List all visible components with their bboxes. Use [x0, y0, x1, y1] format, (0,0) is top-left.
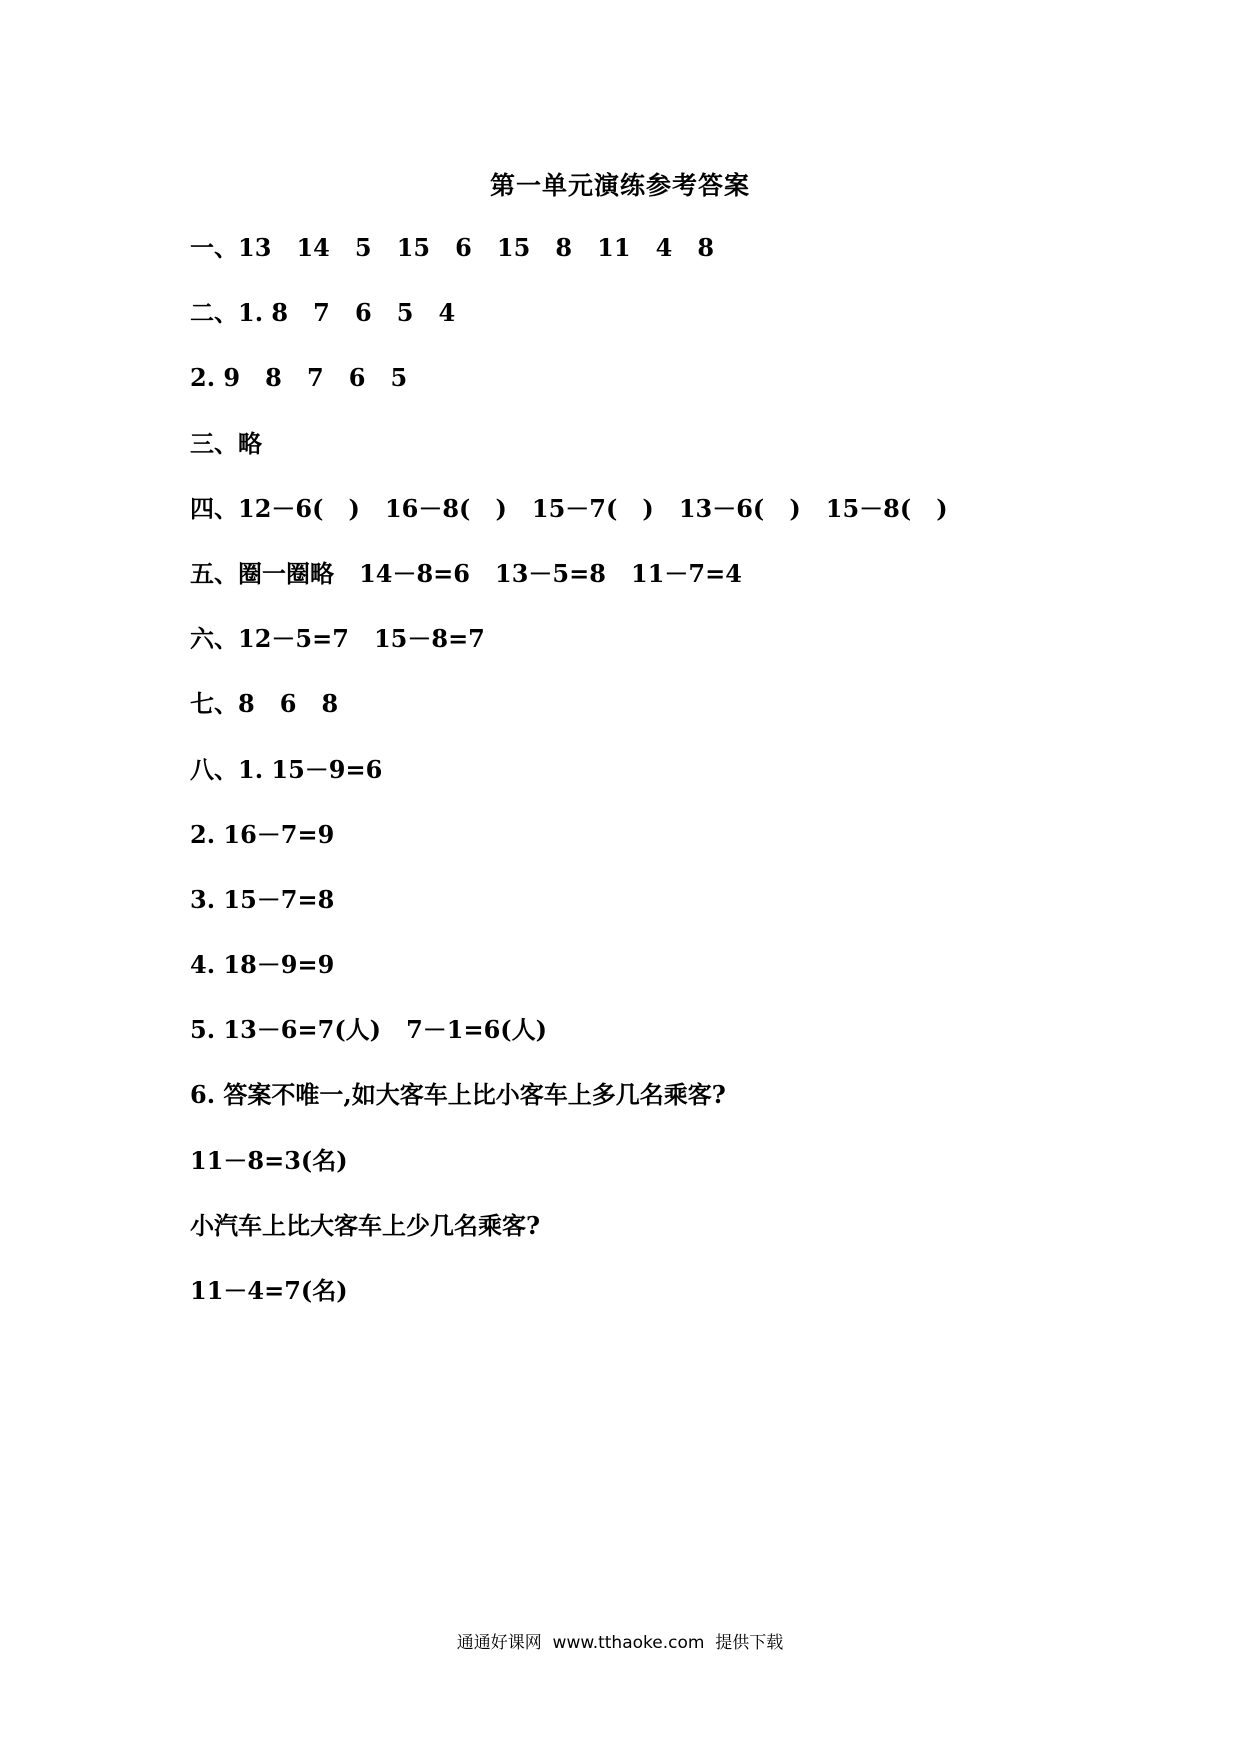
answer-line-8-6-c: 11－4=7(名) [190, 1276, 348, 1305]
answer-line-8-4: 4. 18－9=9 [190, 950, 335, 980]
answer-line-2-2: 2. 9 8 7 6 5 [190, 363, 408, 393]
answer-line-2-1: 二、1. 8 7 6 5 4 [190, 298, 456, 328]
answer-line-8-6-a: 11－8=3(名) [190, 1145, 348, 1175]
answer-line-8-2: 2. 16－7=9 [190, 819, 335, 849]
answer-line-4: 四、12－6( ) 16－8( ) 15－7( ) 13－6( ) 15－8( ) [190, 493, 948, 523]
answer-line-8-6-b: 小汽车上比大客车上少几名乘客? [190, 1210, 541, 1240]
answer-line-6: 六、12－5=7 15－8=7 [190, 624, 485, 654]
answer-line-8-3: 3. 15－7=8 [190, 884, 335, 914]
page-title: 第一单元演练参考答案 [489, 171, 750, 200]
answer-line-1: 一、13 14 5 15 6 15 8 11 4 8 [190, 233, 715, 262]
answer-line-5: 五、圈一圈略 14－8=6 13－5=8 11－7=4 [190, 558, 742, 588]
answer-line-7: 七、8 6 8 [190, 689, 339, 719]
answer-line-3: 三、略 [190, 428, 262, 458]
answer-line-8-5: 5. 13－6=7(人) 7－1=6(人) [190, 1015, 548, 1045]
answer-line-8-6: 6. 答案不唯一,如大客车上比小客车上多几名乘客? [190, 1080, 726, 1110]
footer-source: 通通好课网 www.tthaoke.com 提供下载 [456, 1633, 784, 1653]
answer-list [190, 230, 1190, 1338]
answer-line-8-1: 八、1. 15－9=6 [190, 754, 383, 784]
